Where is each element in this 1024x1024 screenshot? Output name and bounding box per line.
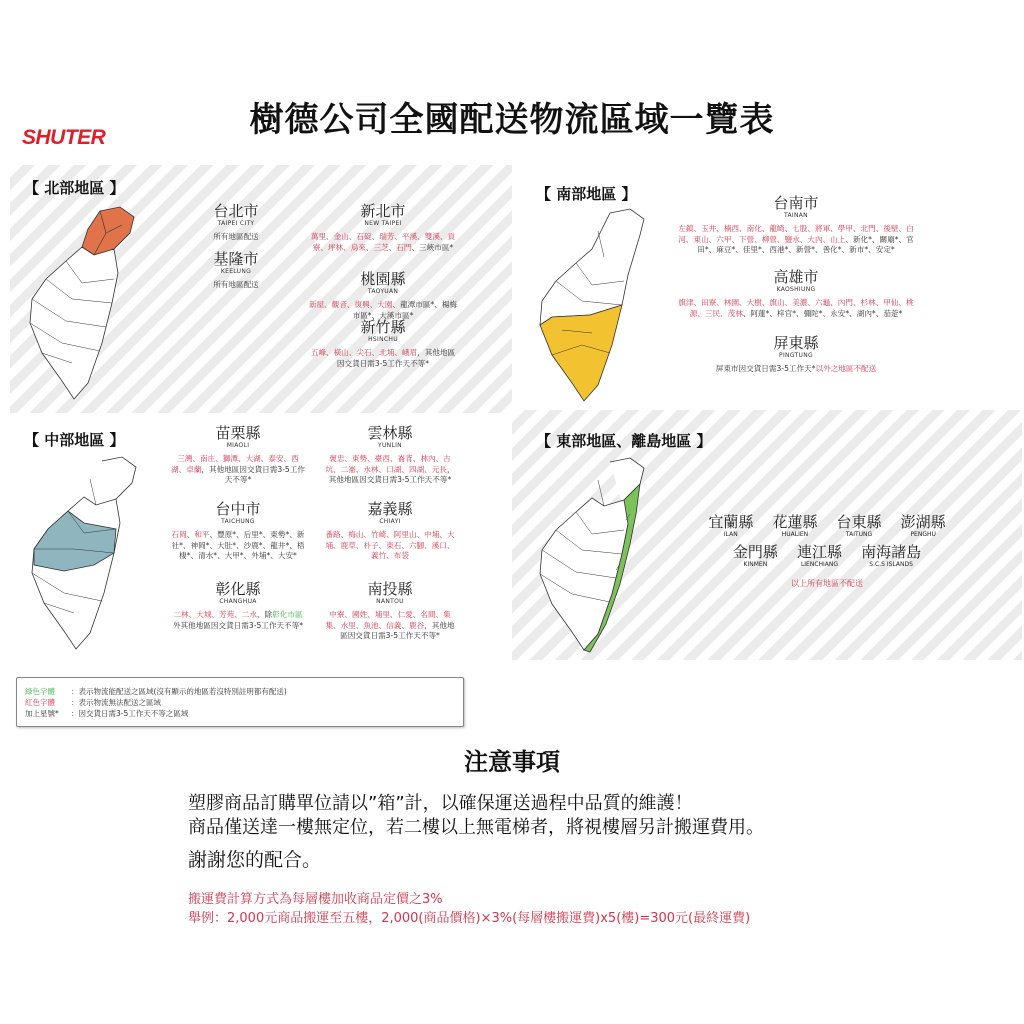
city-scs-islands: 南海諸島 S.C.S ISLANDS — [861, 543, 922, 568]
shuter-logo: SHUTER — [22, 126, 106, 149]
east-region-label: 【 東部地區、離島地區 】 — [536, 432, 712, 450]
city-new-taipei: 新北市 NEW TAIPEI 萬里、金山、石碇、瑞芳、平溪、雙溪、貢寮、坪林、烏來、三芝、石門、三峽市區* — [310, 202, 456, 252]
taiwan-map-east-highlight-icon — [532, 454, 652, 654]
legend-box — [16, 677, 464, 727]
city-taitung: 台東縣 TAITUNG — [836, 513, 882, 538]
city-lienchiang: 連江縣 LIENCHIANG — [796, 543, 842, 568]
central-region-panel — [10, 413, 512, 663]
city-taoyuan: 桃園縣 TAOYUAN 新屋、觀音、復興、大園、龍潭市區*、楊梅市區*、大溪市區* — [308, 270, 458, 320]
north-region-panel — [10, 165, 512, 413]
legend-row-star: 加上星號* ：因交貨日需3-5工作天不等之區域 — [25, 709, 189, 718]
south-region-panel — [512, 165, 1022, 413]
page-title: 樹德公司全國配送物流區域一覽表 — [249, 100, 775, 140]
taiwan-map-central-highlight-icon — [24, 453, 144, 653]
east-row-1 — [682, 514, 972, 540]
city-kaohsiung: 高雄市 KAOSHIUNG 旗津、田寮、林園、大樹、旗山、美濃、六龜、內門、杉林、甲仙、桃源、三民、茂林、阿蓮*、梓官*、彌陀*、永安*、湖內*、茄萣* — [678, 268, 914, 318]
fee-calculation — [188, 890, 750, 928]
city-keelung: 基隆市 KEELUNG 所有地區配送 — [213, 250, 259, 289]
notice-line-1: 塑膠商品訂購單位請以”箱”計，以確保運送過程中品質的維護！ — [188, 793, 693, 814]
east-row-2 — [682, 544, 972, 570]
legend-row-red: 紅色字體 ：表示物流無法配送之區域 — [25, 698, 161, 707]
taiwan-map-south-highlight-icon — [532, 205, 652, 405]
taiwan-map-north-highlight-icon — [22, 203, 142, 403]
city-hualien: 花蓮縣 HUALIEN — [772, 513, 818, 538]
city-miaoli: 苗栗縣 MIAOLI 三灣、南庄、獅潭、大湖、泰安、西湖、卓蘭，其他地區因交貨日需3-5工作天不等* — [171, 424, 305, 484]
city-penghu: 澎湖縣 PENGHU — [900, 513, 946, 538]
city-kinmen: 金門縣 KINMEN — [732, 543, 778, 568]
city-nantou: 南投縣 NANTOU 中寮、國姓、埔里、仁愛、名間、集集、水里、魚池、信義、鹿谷，其他地區因交貨日需3-5工作天不等* — [325, 580, 455, 640]
city-ilan: 宜蘭縣 ILAN — [708, 513, 754, 538]
notice-title: 注意事項 — [464, 747, 560, 776]
city-pingtung: 屏東縣 PINGTUNG 屏東市因交貨日需3-5工作天*以外之地區不配送 — [715, 334, 877, 373]
city-chiayi: 嘉義縣 CHIAYI 番路、梅山、竹崎、阿里山、中埔、大埔、鹿草、朴子、東石、六腳、溪口、義竹、布袋 — [325, 500, 455, 560]
fee-line-2: 舉例：2,000元商品搬運至五樓，2,000(商品價格)×3%(每層樓搬運費)x5(樓)=300元(最終運費) — [188, 911, 751, 926]
city-changhua: 彰化縣 CHANGHUA 二林、大城、芳苑、二水、除彰化市區外其他地區因交貨日需3-5工作天不等* — [172, 580, 304, 630]
city-hsinchu: 新竹縣 HSINCHU 五峰、橫山、尖石、北埔、峨眉，其他地區因交貨日需3-5工作天不等* — [310, 318, 456, 368]
south-region-label: 【 南部地區 】 — [536, 185, 637, 203]
notice-line-2: 商品僅送達一樓無定位，若二樓以上無電梯者，將視樓層另計搬運費用。 — [188, 817, 764, 838]
fee-line-1: 搬運費計算方式為每層樓加收商品定價之3% — [188, 892, 443, 907]
legend-row-green: 綠色字體 ：表示物流能配送之區域(沒有顯示的地區若沒特別註明都有配送) — [25, 687, 287, 696]
notice-thanks: 謝謝您的配合。 — [188, 849, 322, 871]
notice-body — [188, 792, 764, 872]
central-region-label: 【 中部地區 】 — [24, 431, 125, 449]
north-region-label: 【 北部地區 】 — [24, 179, 125, 197]
city-tainan: 台南市 TAINAN 左鎮、玉井、楠西、南化、龍崎、七股、將軍、學甲、北門、後壁、白河、東山、六甲、下營、柳營、鹽水、大內、山上、新化*、關廟*、官田*、麻豆*、佳里*、西港*、新營*、善化*、新市*、安定* — [678, 194, 914, 254]
city-taichung: 台中市 TAICHUNG 石岡、和平、豐原*、后里*、東勢*、新社*、神岡*、大肚*、沙鹿*、龍井*、梧棲*、清水*、大甲*、外埔*、大安* — [171, 500, 305, 560]
east-no-delivery-note: 以上所有地區不配送 — [791, 579, 863, 588]
city-yunlin: 雲林縣 YUNLIN 褒忠、東勢、臺西、崙背、林內、古坑、二崙、水林、口湖、四湖、元長，其他地區因交貨日需3-5工作天不等* — [325, 424, 455, 484]
east-island-region-panel — [512, 410, 1022, 660]
city-taipei: 台北市 TAIPEI CITY 所有地區配送 — [213, 202, 259, 241]
